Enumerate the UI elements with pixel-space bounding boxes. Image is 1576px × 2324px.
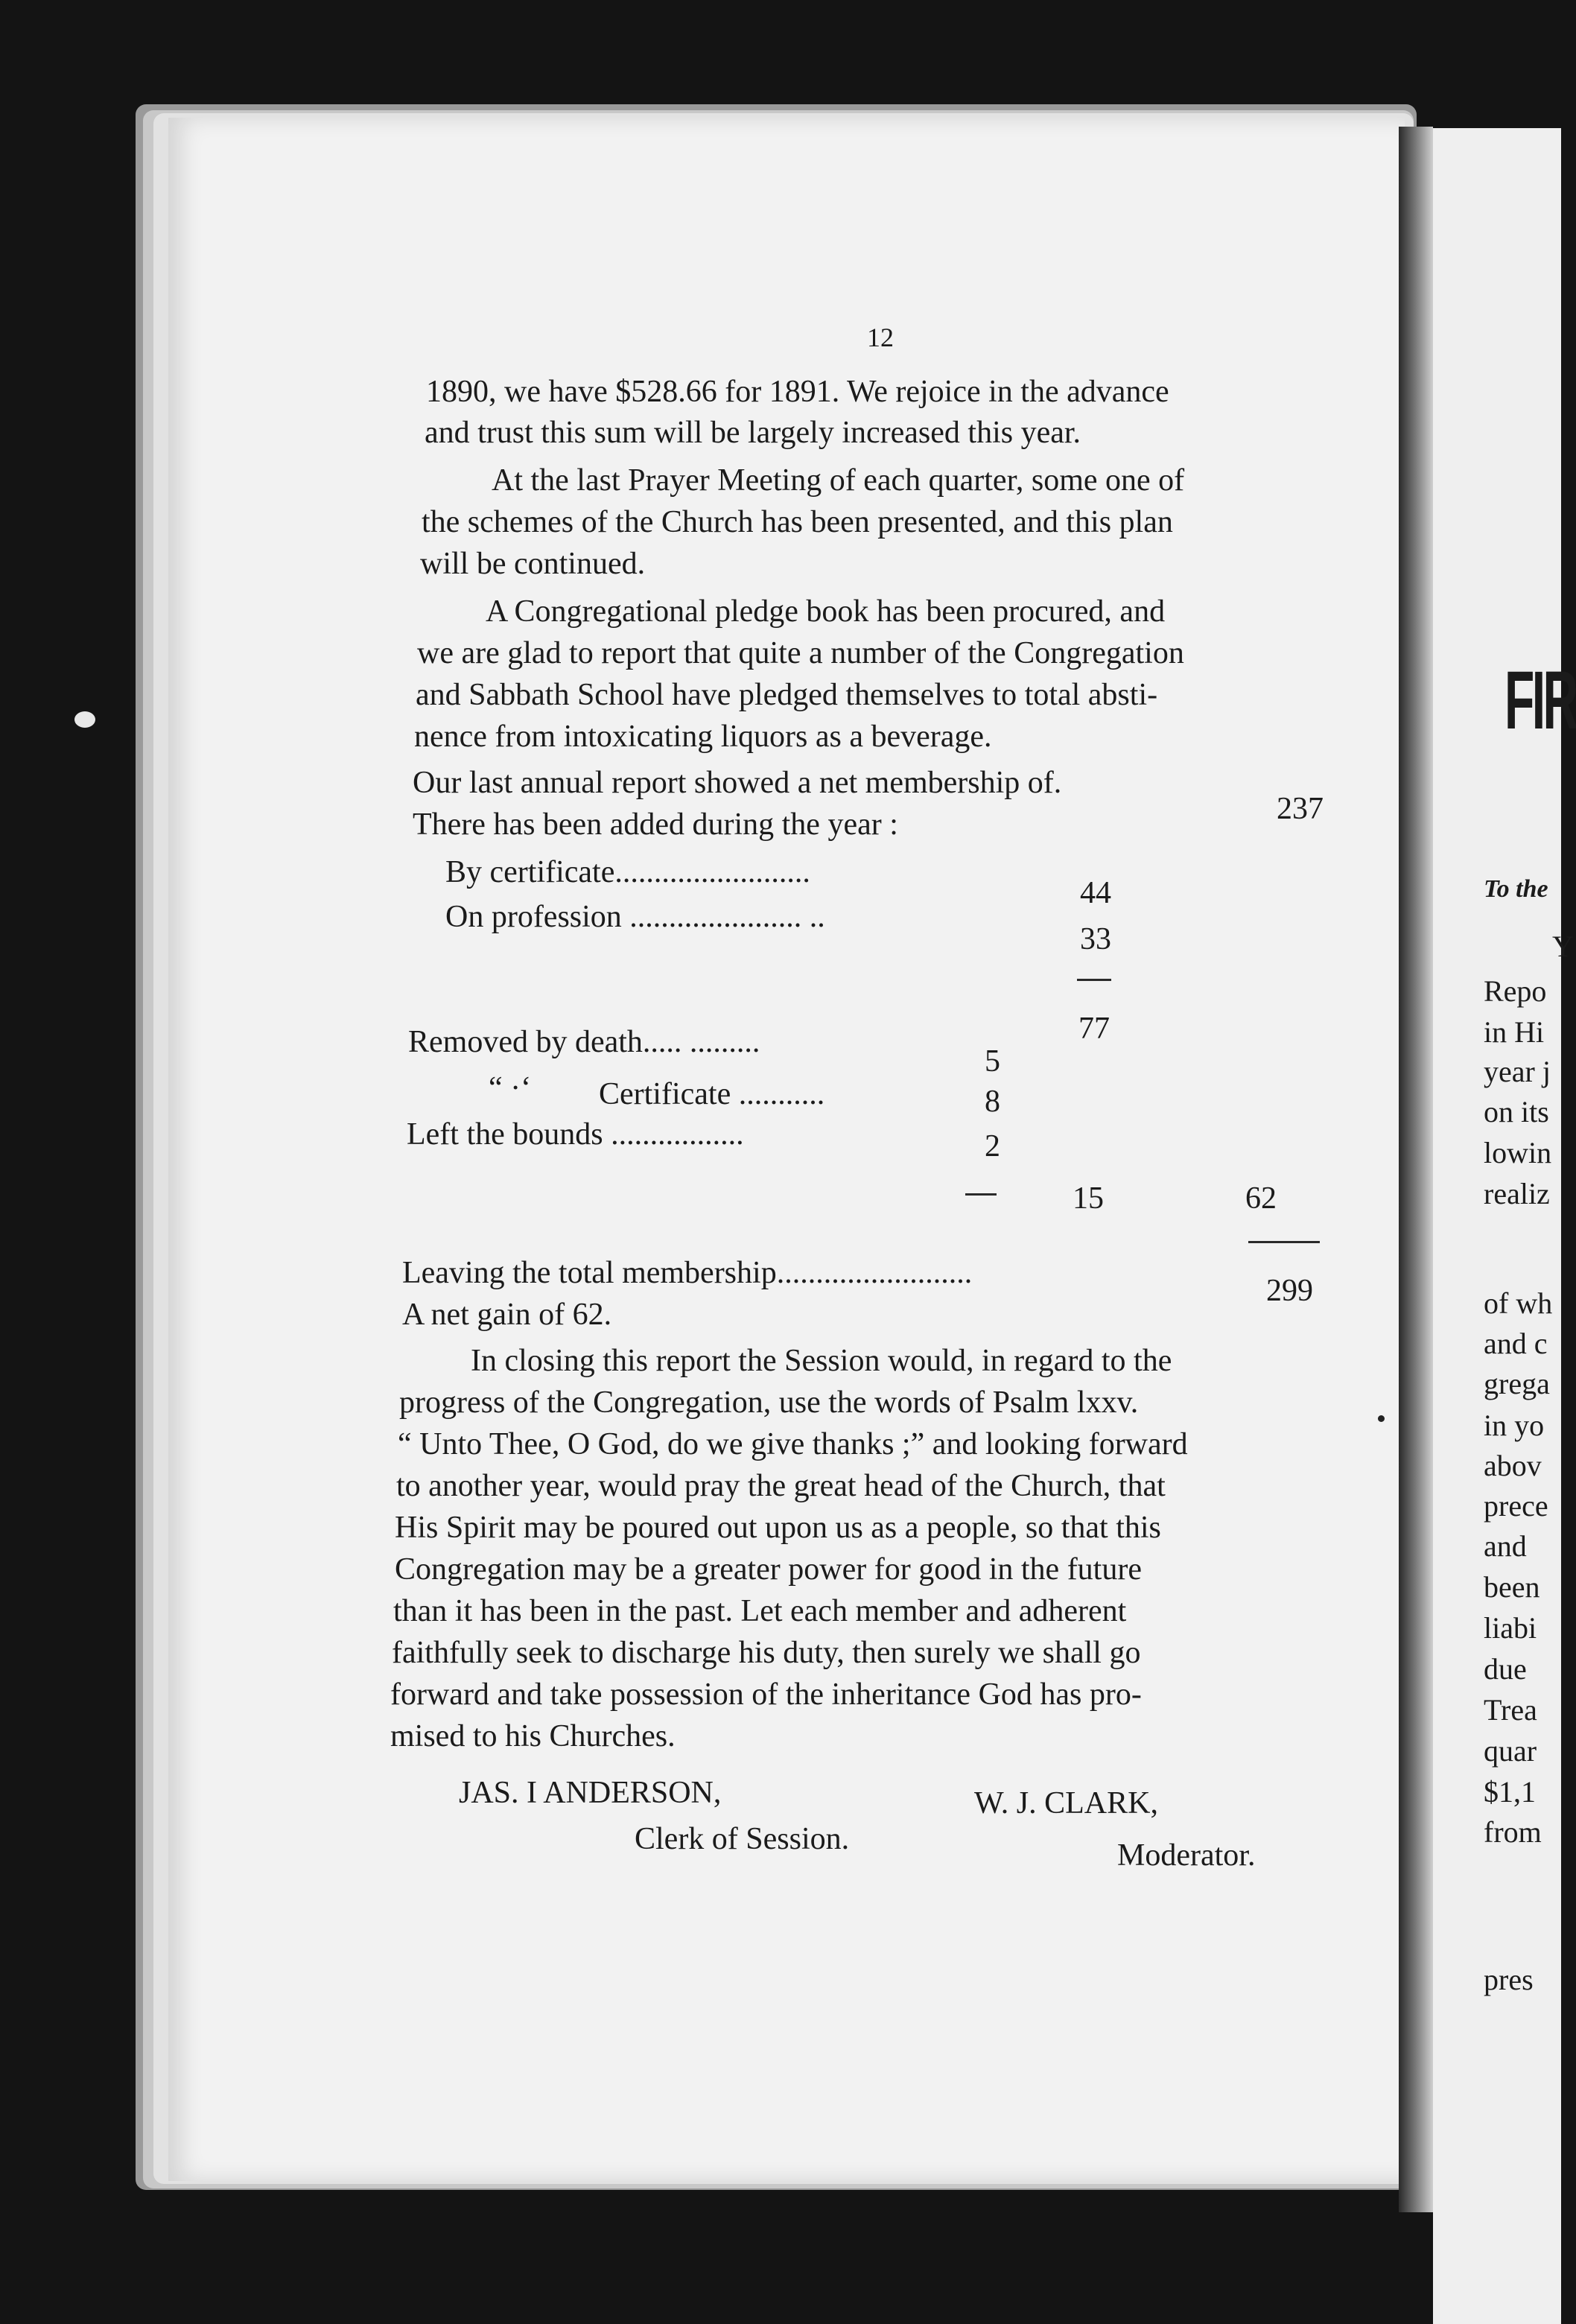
on-profession-label: On profession ...................... ..	[445, 900, 825, 934]
body-line: His Spirit may be poured out upon us as a people, so that this	[395, 1511, 1161, 1545]
total-membership-value: 299	[1266, 1274, 1313, 1308]
body-line: mised to his Churches.	[390, 1719, 676, 1753]
body-line: faithfully seek to discharge his duty, then surely we shall go	[392, 1636, 1141, 1670]
body-line: forward and take possession of the inheritance God has pro-	[390, 1677, 1142, 1712]
scan-speck	[1378, 1415, 1385, 1422]
removed-certificate-label: Certificate ...........	[599, 1077, 825, 1111]
right-page-line: abov	[1484, 1449, 1542, 1482]
right-page-line: grega	[1484, 1367, 1550, 1400]
body-line: “ Unto Thee, O God, do we give thanks ;” and looking forward	[398, 1427, 1188, 1461]
scan-speck	[74, 711, 95, 728]
right-page-line: from	[1484, 1815, 1542, 1849]
body-line: and trust this sum will be largely increased this year.	[425, 416, 1081, 450]
total-membership-label: Leaving the total membership.........................	[402, 1256, 973, 1290]
body-line: the schemes of the Church has been presented, and this plan	[422, 505, 1173, 539]
ditto-marks: “ ·‘	[489, 1071, 532, 1105]
net-gain-value: 62	[1245, 1181, 1277, 1216]
body-line: we are glad to report that quite a number of the Congregation	[417, 636, 1184, 670]
left-bounds-value: 2	[985, 1129, 1000, 1163]
on-profession-value: 33	[1080, 922, 1111, 956]
total-rule	[1248, 1241, 1320, 1243]
clerk-name: JAS. I ANDERSON,	[459, 1776, 722, 1810]
by-certificate-value: 44	[1080, 876, 1111, 910]
moderator-name: W. J. CLARK,	[974, 1786, 1158, 1820]
removed-rule	[965, 1193, 997, 1196]
right-page-line: in Hi	[1484, 1015, 1545, 1049]
membership-added-heading: There has been added during the year :	[413, 807, 898, 842]
right-page-line: realiz	[1484, 1177, 1550, 1210]
left-bounds-label: Left the bounds .................	[407, 1117, 744, 1152]
right-page-heading: FIR	[1504, 655, 1576, 746]
right-page-line: prece	[1484, 1489, 1548, 1523]
right-page-line: year j	[1484, 1055, 1551, 1088]
by-certificate-label: By certificate.........................	[445, 855, 810, 889]
body-line: Congregation may be a greater power for good in the future	[395, 1552, 1142, 1587]
right-page-line: $1,1	[1484, 1775, 1536, 1809]
clerk-title: Clerk of Session.	[635, 1822, 850, 1856]
right-page-line: been	[1484, 1570, 1540, 1604]
right-page-line: on its	[1484, 1095, 1549, 1128]
right-page-line: liabi	[1484, 1611, 1537, 1645]
right-page-line: due	[1484, 1652, 1527, 1686]
right-page	[1433, 128, 1576, 2324]
removed-total-value: 15	[1073, 1181, 1104, 1216]
removed-by-death-value: 5	[985, 1044, 1000, 1079]
body-line: will be continued.	[420, 547, 646, 581]
moderator-title: Moderator.	[1117, 1838, 1256, 1873]
body-line: In closing this report the Session would, in regard to the	[471, 1344, 1172, 1378]
line-text: 1890, we have $528.66 for 1891. We rejoice in the advance	[426, 375, 1169, 409]
membership-previous-value: 237	[1277, 792, 1324, 826]
book-gutter	[1399, 127, 1433, 2212]
right-page-line: and c	[1484, 1327, 1548, 1360]
right-page-line: Y	[1552, 930, 1574, 963]
body-line: and Sabbath School have pledged themselves to total absti-	[416, 678, 1158, 712]
right-page-line: pres	[1484, 1963, 1534, 1996]
removed-by-death-label: Removed by death..... .........	[408, 1025, 760, 1059]
body-line: than it has been in the past. Let each member and adherent	[393, 1594, 1127, 1628]
net-gain-line: A net gain of 62.	[402, 1298, 612, 1332]
right-page-line: Repo	[1484, 974, 1547, 1008]
membership-previous-label: Our last annual report showed a net membership of.	[413, 766, 1062, 800]
body-line	[426, 376, 1338, 407]
body-line: At the last Prayer Meeting of each quarter, some one of	[492, 463, 1185, 498]
added-total-value: 77	[1078, 1012, 1110, 1046]
right-page-line: quar	[1484, 1734, 1537, 1768]
removed-certificate-value: 8	[985, 1085, 1000, 1119]
right-page-line: of wh	[1484, 1286, 1553, 1320]
right-page-line: and	[1484, 1529, 1527, 1563]
right-page-line: lowin	[1484, 1136, 1552, 1169]
body-line: to another year, would pray the great head of the Church, that	[396, 1469, 1166, 1503]
body-line: A Congregational pledge book has been procured, and	[486, 594, 1166, 629]
body-line: progress of the Congregation, use the words of Psalm lxxv.	[399, 1385, 1139, 1420]
right-page-salutation: To the	[1484, 875, 1548, 903]
right-page-line: Trea	[1484, 1693, 1537, 1727]
subtotal-rule	[1077, 979, 1111, 981]
body-line: nence from intoxicating liquors as a beverage.	[414, 720, 992, 754]
right-page-line: in yo	[1484, 1409, 1545, 1442]
page-number: 12	[867, 323, 894, 352]
